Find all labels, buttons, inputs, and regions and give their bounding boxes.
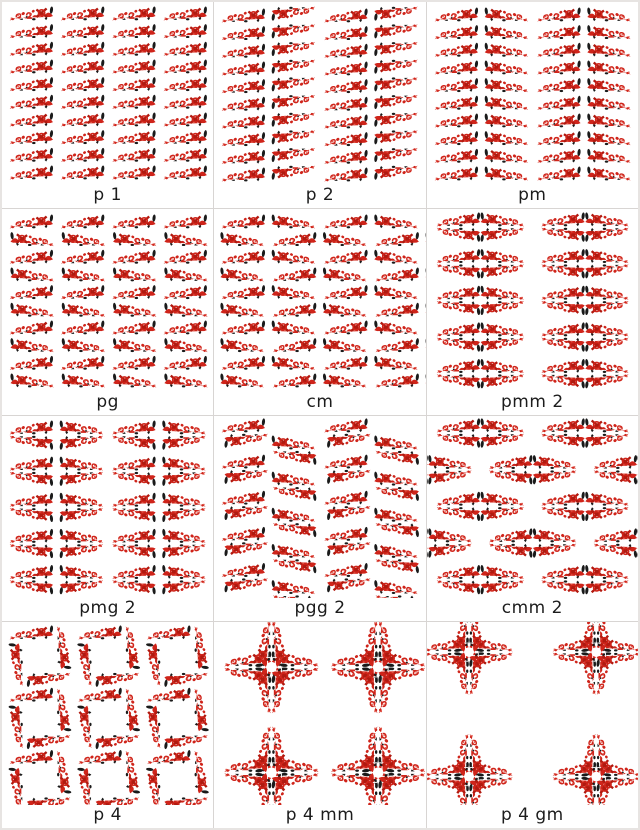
pattern-pg	[2, 209, 213, 392]
pattern-pmg2	[2, 416, 213, 599]
panel-label-pmg2: pmg 2	[79, 598, 137, 619]
panel-cmm2	[427, 416, 638, 622]
pattern-pgg2	[214, 416, 425, 599]
pattern-p4mm	[214, 622, 425, 805]
pattern-p1	[2, 2, 213, 185]
panel-label-pg: pg	[96, 391, 119, 412]
panel-pgg2	[214, 416, 425, 622]
panel-p1	[2, 2, 213, 208]
pattern-pmm2	[427, 209, 638, 392]
panel-label-p2: p 2	[305, 184, 335, 205]
panel-label-p4gm: p 4 gm	[500, 805, 564, 825]
panel-label-p1: p 1	[93, 184, 122, 205]
panel-label-cm: cm	[306, 391, 334, 412]
panel-cm	[214, 209, 425, 415]
panel-pmg2	[2, 416, 213, 622]
panel-pm	[427, 2, 638, 208]
panel-p4gm	[427, 622, 638, 828]
panel-label-cmm2: cmm 2	[501, 598, 563, 619]
pattern-cmm2	[427, 416, 638, 599]
panel-label-pgg2: pgg 2	[294, 598, 346, 619]
panel-label-p4: p 4	[93, 805, 122, 825]
pattern-p4	[2, 622, 213, 805]
panel-p4	[2, 622, 213, 828]
pattern-pm	[427, 2, 638, 185]
pattern-p2	[214, 2, 425, 185]
panel-pg	[2, 209, 213, 415]
panel-p4mm	[214, 622, 425, 828]
pattern-cm	[214, 209, 425, 392]
panel-pmm2	[427, 209, 638, 415]
panel-label-pm: pm	[518, 184, 547, 205]
panel-label-pmm2: pmm 2	[501, 391, 564, 412]
panel-label-p4mm: p 4 mm	[285, 805, 355, 825]
pattern-p4gm	[427, 622, 638, 805]
panel-p2	[214, 2, 425, 208]
